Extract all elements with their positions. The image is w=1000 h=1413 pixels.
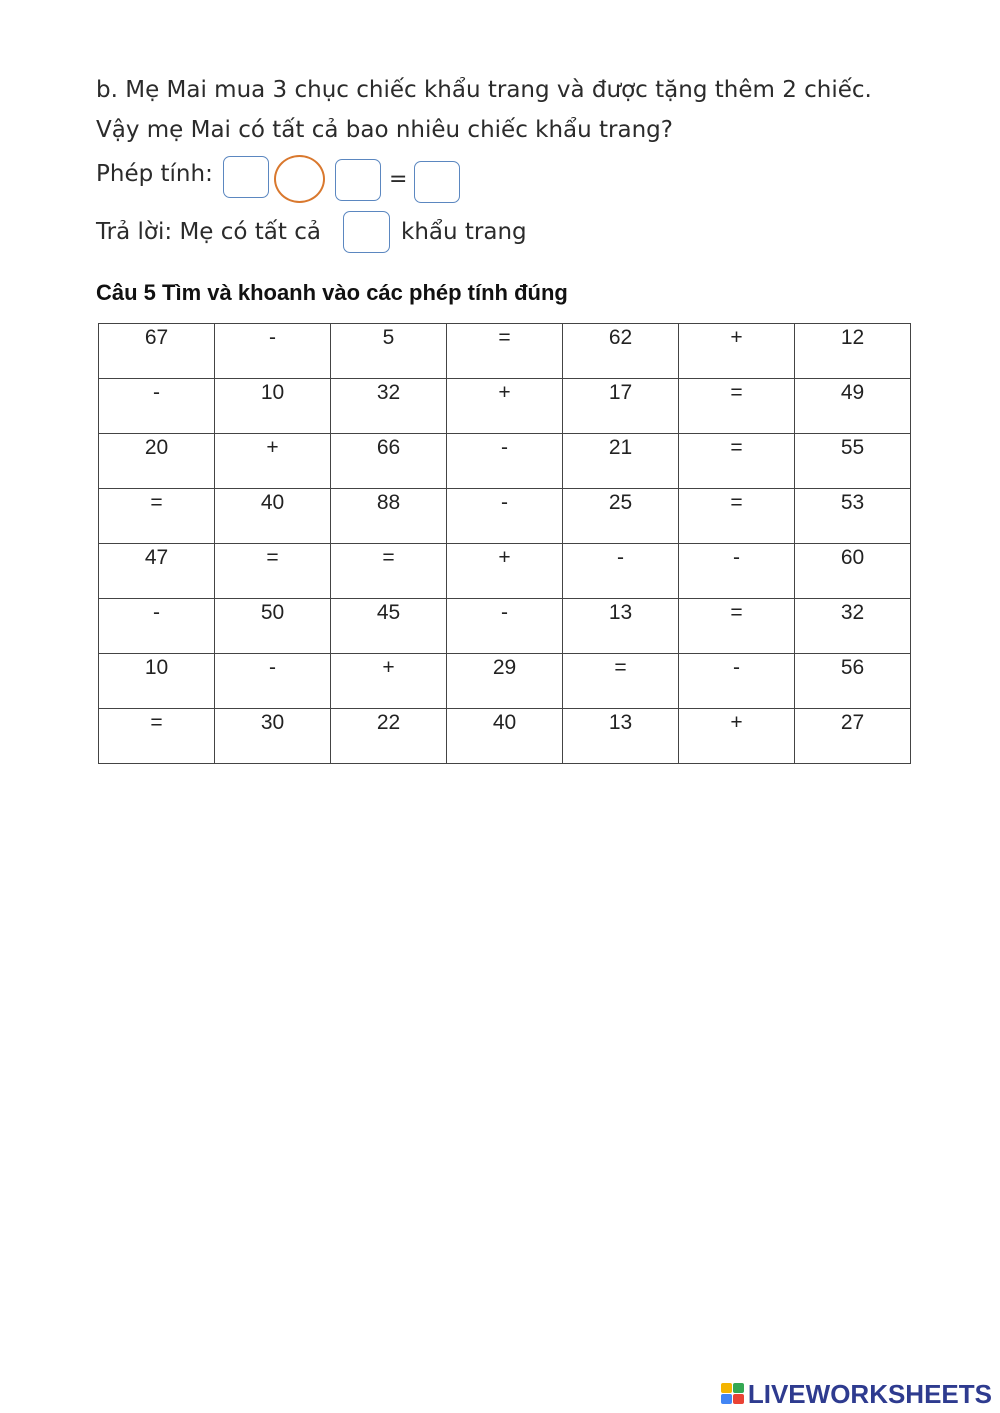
brand-name: LIVEWORKSHEETS — [747, 1378, 992, 1409]
grid-cell[interactable]: - — [679, 544, 795, 599]
grid-cell[interactable]: 10 — [215, 379, 331, 434]
grid-cell[interactable]: 40 — [215, 489, 331, 544]
grid-cell[interactable]: 49 — [795, 379, 911, 434]
grid-cell[interactable]: 22 — [331, 709, 447, 764]
grid-cell[interactable]: = — [679, 489, 795, 544]
grid-row — [99, 654, 911, 709]
grid-cell[interactable]: + — [447, 379, 563, 434]
grid-cell[interactable]: 56 — [795, 654, 911, 709]
grid-cell[interactable]: + — [215, 434, 331, 489]
grid-row — [99, 599, 911, 654]
grid-cell[interactable]: - — [679, 654, 795, 709]
grid-cell[interactable]: 32 — [331, 379, 447, 434]
grid-cell[interactable]: 30 — [215, 709, 331, 764]
grid-cell[interactable]: 60 — [795, 544, 911, 599]
grid-cell[interactable]: 40 — [447, 709, 563, 764]
grid-cell[interactable]: - — [447, 434, 563, 489]
answer-prefix-text: Trả lời: Mẹ có tất cả — [96, 219, 321, 245]
grid-cell[interactable]: - — [99, 379, 215, 434]
grid-cell[interactable]: 53 — [795, 489, 911, 544]
answer-input-box[interactable] — [343, 211, 390, 253]
grid-cell[interactable]: = — [563, 654, 679, 709]
problem-b-line-1: b. Mẹ Mai mua 3 chục chiếc khẩu trang và được tặng thêm 2 chiếc. — [96, 77, 872, 103]
grid-cell[interactable]: 5 — [331, 324, 447, 379]
grid-cell[interactable]: + — [679, 709, 795, 764]
grid-cell[interactable]: 13 — [563, 709, 679, 764]
operator-input-circle[interactable] — [274, 155, 325, 203]
grid-row — [99, 434, 911, 489]
grid-cell[interactable]: - — [563, 544, 679, 599]
grid-cell[interactable]: 10 — [99, 654, 215, 709]
grid-cell[interactable]: 55 — [795, 434, 911, 489]
grid-cell[interactable]: 13 — [563, 599, 679, 654]
answer-suffix-text: khẩu trang — [401, 219, 527, 245]
grid-row — [99, 489, 911, 544]
grid-cell[interactable]: - — [215, 654, 331, 709]
grid-cell[interactable]: = — [447, 324, 563, 379]
grid-cell[interactable]: 50 — [215, 599, 331, 654]
grid-cell[interactable]: 12 — [795, 324, 911, 379]
grid-cell[interactable]: 62 — [563, 324, 679, 379]
grid-cell[interactable]: = — [215, 544, 331, 599]
equals-sign: = — [389, 167, 408, 192]
liveworksheets-brand — [721, 1378, 992, 1409]
equation-label: Phép tính: — [96, 161, 213, 187]
grid-row — [99, 324, 911, 379]
grid-cell[interactable]: 47 — [99, 544, 215, 599]
grid-cell[interactable]: 66 — [331, 434, 447, 489]
grid-cell[interactable]: 45 — [331, 599, 447, 654]
first-number-input-box[interactable] — [223, 156, 269, 198]
grid-cell[interactable]: - — [99, 599, 215, 654]
grid-cell[interactable]: 17 — [563, 379, 679, 434]
question-5-heading: Câu 5 Tìm và khoanh vào các phép tính đúng — [96, 280, 568, 305]
grid-cell[interactable]: = — [679, 379, 795, 434]
grid-cell[interactable]: 32 — [795, 599, 911, 654]
grid-cell[interactable]: 27 — [795, 709, 911, 764]
grid-cell[interactable]: 20 — [99, 434, 215, 489]
grid-row — [99, 544, 911, 599]
grid-row — [99, 379, 911, 434]
grid-cell[interactable]: + — [679, 324, 795, 379]
equation-puzzle-grid — [98, 323, 911, 764]
problem-b-line-2: Vậy mẹ Mai có tất cả bao nhiêu chiếc khẩu trang? — [96, 117, 673, 143]
result-input-box[interactable] — [414, 161, 460, 203]
liveworksheets-logo-icon — [721, 1383, 745, 1405]
grid-cell[interactable]: = — [99, 489, 215, 544]
grid-cell[interactable]: 88 — [331, 489, 447, 544]
grid-cell[interactable]: = — [679, 434, 795, 489]
grid-cell[interactable]: = — [331, 544, 447, 599]
grid-cell[interactable]: - — [215, 324, 331, 379]
grid-cell[interactable]: = — [679, 599, 795, 654]
grid-row — [99, 709, 911, 764]
grid-cell[interactable]: - — [447, 489, 563, 544]
grid-cell[interactable]: 21 — [563, 434, 679, 489]
grid-cell[interactable]: 25 — [563, 489, 679, 544]
second-number-input-box[interactable] — [335, 159, 381, 201]
grid-cell[interactable]: + — [447, 544, 563, 599]
grid-cell[interactable]: 67 — [99, 324, 215, 379]
grid-cell[interactable]: = — [99, 709, 215, 764]
grid-cell[interactable]: + — [331, 654, 447, 709]
grid-cell[interactable]: 29 — [447, 654, 563, 709]
grid-cell[interactable]: - — [447, 599, 563, 654]
